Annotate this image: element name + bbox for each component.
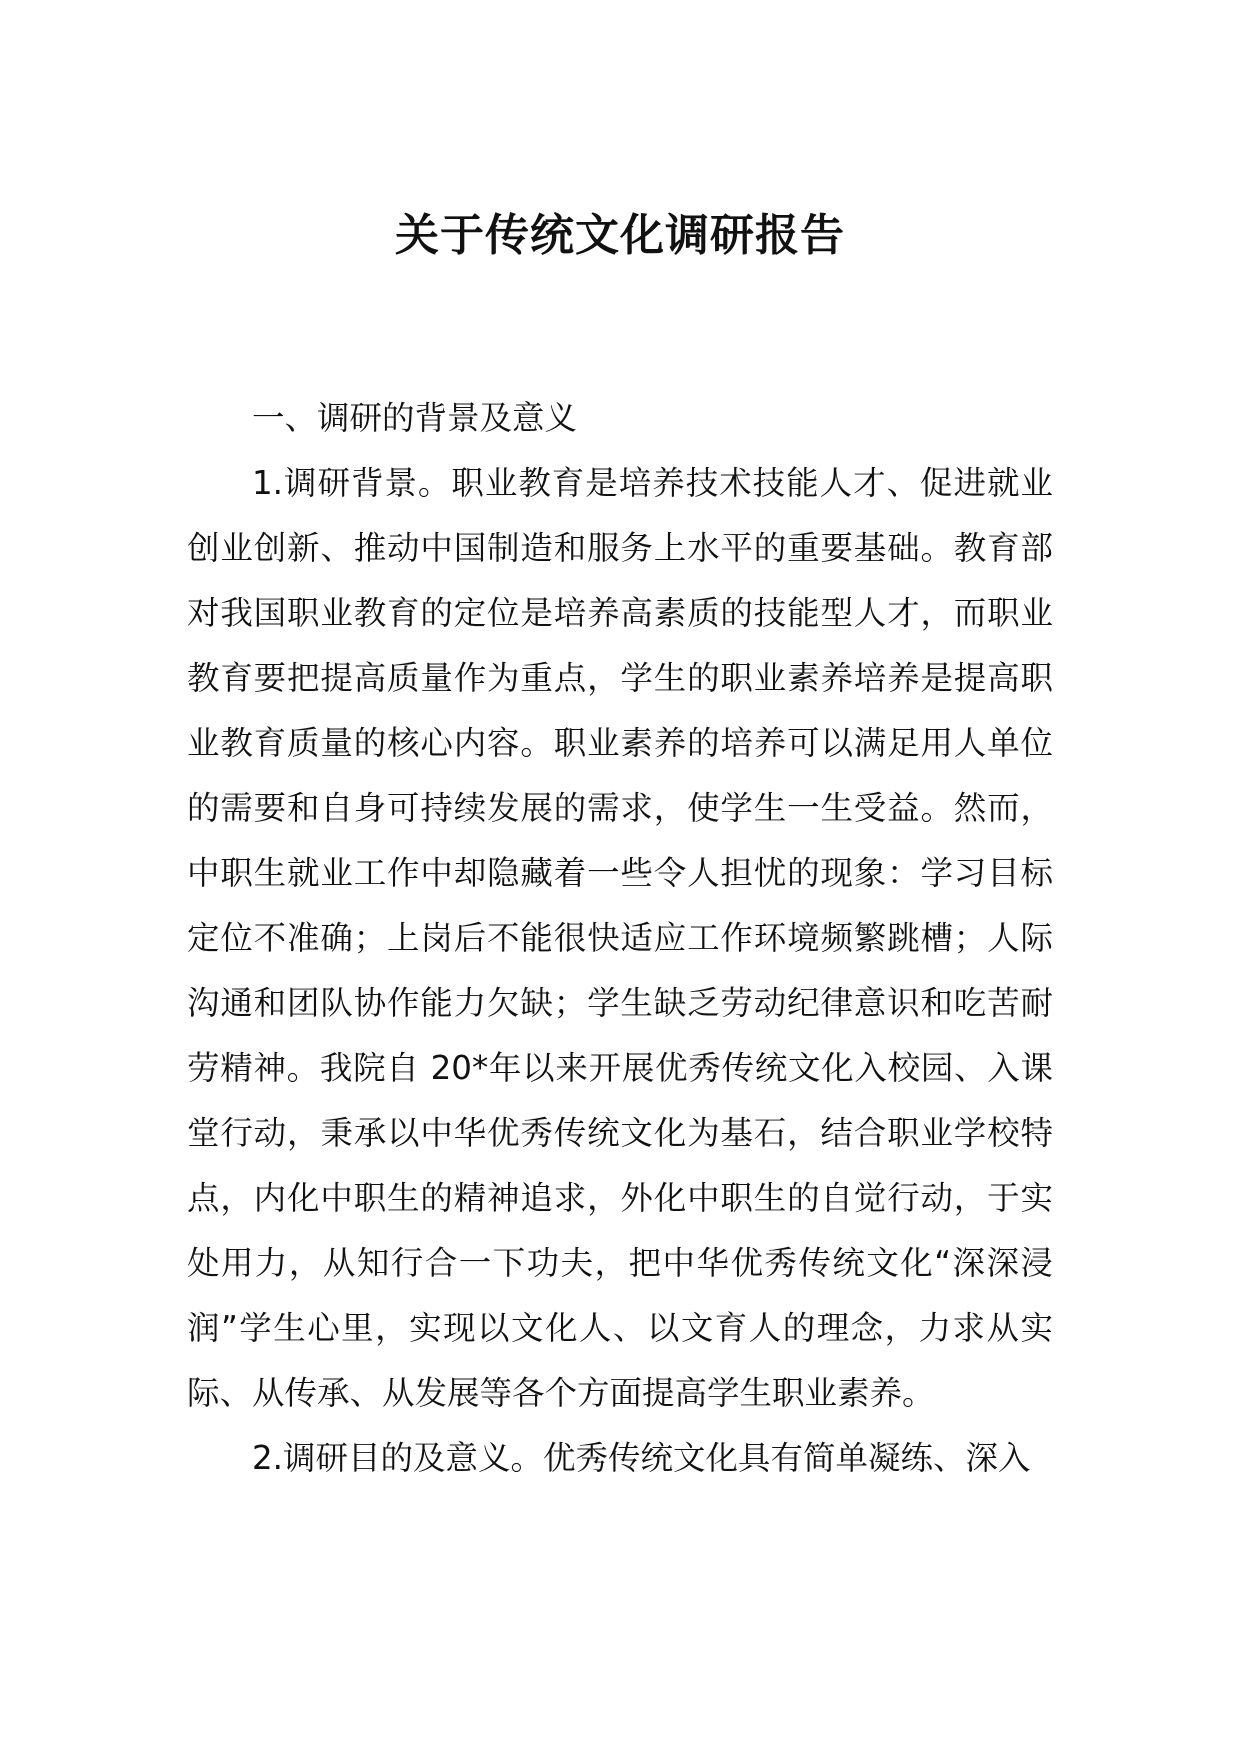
document-body xyxy=(187,386,1053,1491)
document-title: 关于传统文化调研报告 xyxy=(395,210,845,261)
paragraph-purpose: 2.调研目的及意义。优秀传统文化具有简单凝练、深入 xyxy=(252,1439,1031,1477)
paragraph-background: 1.调研背景。职业教育是培养技术技能人才、促进就业创业创新、推动中国制造和服务上水平的重要基础。教育部对我国职业教育的定位是培养高素质的技能型人才，而职业教育要把提高质量作为重点，学生的职业素养培养是提高职业教育质量的核心内容。职业素养的培养可以满足用人单位的需要和自身可持续发展的需求，使学生一生受益。然而，中职生就业工作中却隐藏着一些令人担忧的现象：学习目标定位不准确；上岗后不能很快适应工作环境频繁跳槽；人际沟通和团队协作能力欠缺；学生缺乏劳动纪律意识和吃苦耐劳精神。我院自 20*年以来开展优秀传统文化入校园、入课堂行动，秉承以中华优秀传统文化为基石，结合职业学校特点，内化中职生的精神追求，外化中职生的自觉行动，于实处用力，从知行合一下功夫，把中华优秀传统文化“深深浸润”学生心里，实现以文化人、以文育人的理念，力求从实际、从传承、从发展等各个方面提高学生职业素养。 xyxy=(187,464,1053,1412)
section-heading: 一、调研的背景及意义 xyxy=(252,399,578,437)
